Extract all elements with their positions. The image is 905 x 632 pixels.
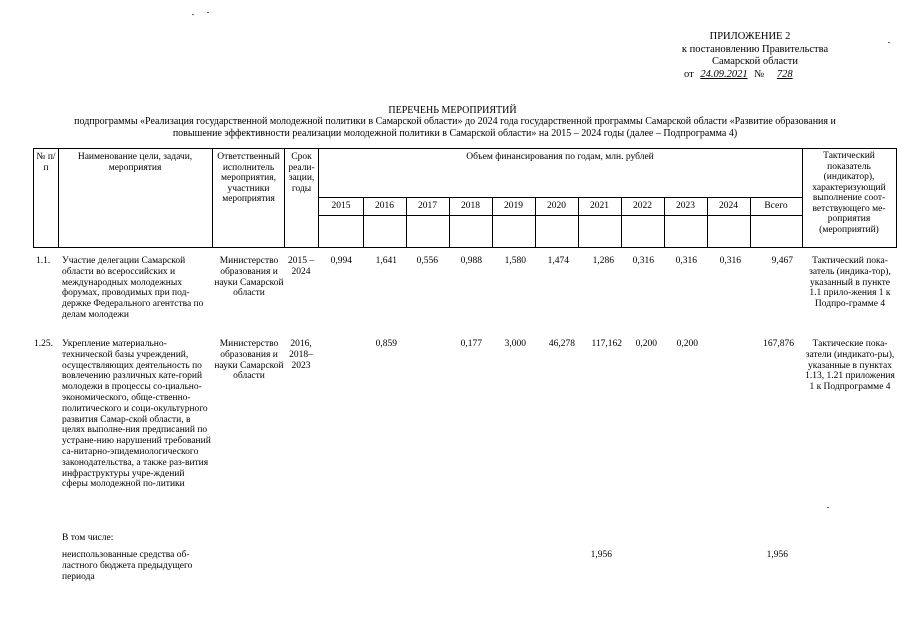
header-funding: Объем финансирования по годам, млн. рублей — [466, 152, 654, 162]
row-value: 1,580 — [504, 256, 526, 266]
scan-speck — [192, 14, 194, 15]
row-value: 1,474 — [547, 256, 569, 266]
year-header: 2023 — [676, 201, 695, 211]
row-term: 2016, 2018– 2023 — [289, 339, 313, 371]
row-total: 167,876 — [763, 339, 794, 349]
row-value: 0,994 — [330, 256, 352, 266]
row-number: 1.25. — [34, 339, 53, 349]
row-value: 0,200 — [635, 339, 657, 349]
year-header: 2019 — [504, 201, 523, 211]
header-term: Срок реали-зации, годы — [288, 152, 315, 194]
row-name: Укрепление материально-технической базы учреждений, осуществляющих деятельность по вовлечению различных кате-горий молодежи в процессы со-циально-экономического, обще-ственно-политического и соци-окультурного развития Самар-ской области, в целях выполне-ния предписаний по устране-нию нарушений требований са-нитарно-эпидемиологического законодательства, а также раз-вития инфраструктуры учре-ждений сферы молодежной по-литики — [62, 339, 211, 490]
year-header: 2018 — [461, 201, 480, 211]
row-value: 0,200 — [676, 339, 698, 349]
row-term: 2015 – 2024 — [287, 256, 315, 277]
row-name: неиспользованные средства об-ластного бюджета предыдущего периода — [62, 550, 193, 582]
row-value: 0,556 — [416, 256, 438, 266]
document-subtitle-2: повышение эффективности реализации молодежной политики в Самарской области» на 2015 – 2024 годы (далее – Подпрограмма 4) — [172, 128, 738, 139]
row-executor: Министерство образования и науки Самарской области — [214, 256, 284, 299]
year-header: 2021 — [590, 201, 609, 211]
scan-speck — [207, 12, 209, 13]
row-indicator: Тактические пока-затели (индикато-ры), указанные в пунктах 1.13, 1.21 приложения 1 к Подпрограмме 4 — [805, 339, 895, 393]
document-title: ПЕРЕЧЕНЬ МЕРОПРИЯТИЙ — [388, 105, 517, 116]
year-header: 2016 — [375, 201, 394, 211]
row-subheading: В том числе: — [62, 533, 114, 543]
row-value: 0,316 — [719, 256, 741, 266]
row-value: 1,956 — [590, 550, 612, 560]
year-header: 2017 — [418, 201, 437, 211]
row-value: 1,641 — [375, 256, 397, 266]
header-num: № п/п — [36, 152, 56, 173]
row-value: 0,177 — [460, 339, 482, 349]
header-name: Наименование цели, задачи, мероприятия — [77, 152, 193, 173]
year-header-total: Всего — [764, 201, 788, 211]
year-header: 2022 — [633, 201, 652, 211]
date-value: 24.09.2021 — [700, 69, 748, 80]
row-value: 1,286 — [592, 256, 614, 266]
row-number: 1.1. — [36, 256, 51, 266]
row-executor: Министерство образования и науки Самарской области — [214, 339, 284, 382]
appendix-line1: к постановлению Правительства — [681, 44, 829, 55]
year-header: 2020 — [547, 201, 566, 211]
header-executor: Ответственный исполнитель мероприятия, участники мероприятия — [217, 152, 280, 204]
appendix-line2: Самарской области — [712, 56, 798, 67]
scan-speck — [888, 42, 890, 43]
row-total: 1,956 — [766, 550, 788, 560]
number-value: 728 — [776, 69, 793, 80]
year-header: 2015 — [331, 201, 351, 211]
row-value: 46,278 — [548, 339, 575, 349]
header-indicator: Тактический показатель (индикатор), характеризующий выполнение соот-ветствующего ме-роприятия (мероприятий) — [812, 151, 886, 235]
row-value: 0,859 — [375, 339, 397, 349]
scan-speck — [827, 507, 829, 508]
document-subtitle-1: подпрограммы «Реализация государственной молодежной политики в Самарской области» до 2024 года государственной программы Самарской области «Развитие образования и — [74, 116, 836, 127]
row-total: 9,467 — [771, 256, 793, 266]
row-value: 0,316 — [632, 256, 654, 266]
date-prefix: от — [684, 69, 694, 80]
row-value: 0,988 — [460, 256, 482, 266]
row-name: Участие делегации Самарской области во всероссийских и международных молодежных форумах, проводимых при под-держке Федерального агентства по делам молодежи — [62, 256, 204, 320]
row-indicator: Тактический пока-затель (индика-тор), указанный в пункте 1.1 прило-жения 1 к Подпро-грамме 4 — [809, 256, 891, 310]
row-value: 0,316 — [675, 256, 697, 266]
number-prefix: № — [754, 69, 765, 80]
appendix-title: ПРИЛОЖЕНИЕ 2 — [709, 31, 791, 42]
row-value: 3,000 — [504, 339, 526, 349]
appendix-date-row — [684, 69, 807, 81]
year-header: 2024 — [719, 201, 738, 211]
row-value: 117,162 — [591, 339, 622, 349]
